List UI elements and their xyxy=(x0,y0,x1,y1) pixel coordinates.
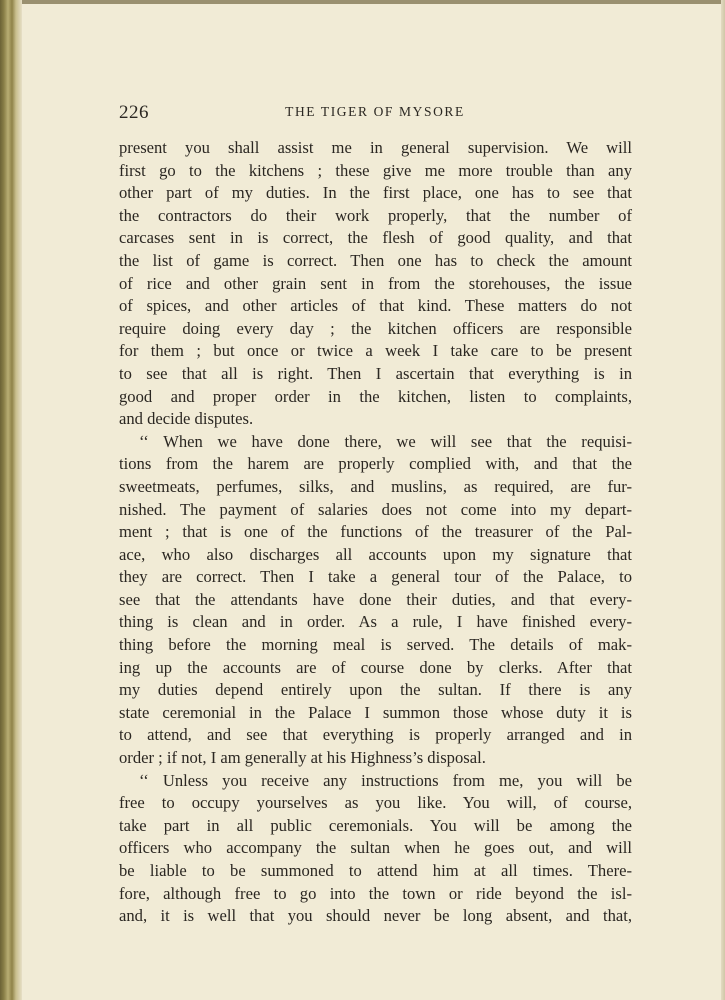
text-line: ‘‘ When we have done there, we will see that the requisi- xyxy=(139,431,632,451)
page-right-edge xyxy=(721,0,725,1000)
text-line: sweetmeats, perfumes, silks, and muslins, as required, are fur- xyxy=(119,476,632,496)
text-line: to attend, and see that everything is properly arranged and in xyxy=(119,725,632,745)
text-line: ace, who also discharges all accounts upon my signature that xyxy=(119,544,632,564)
text-line: nished. The payment of salaries does not come into my depart- xyxy=(119,499,632,519)
body-text xyxy=(119,137,632,928)
text-line: officers who accompany the sultan when he goes out, and will xyxy=(119,838,632,858)
text-line: order ; if not, I am generally at his Highness’s disposal. xyxy=(119,748,486,768)
text-line: carcases sent in is correct, the flesh of good quality, and that xyxy=(119,228,632,248)
text-line: my duties depend entirely upon the sultan. If there is any xyxy=(119,680,632,700)
text-line: they are correct. Then I take a general tour of the Palace, to xyxy=(119,567,632,587)
text-line: and, it is well that you should never be long absent, and that, xyxy=(119,906,632,926)
text-line: of rice and other grain sent in from the storehouses, the issue xyxy=(119,273,632,293)
text-line: the contractors do their work properly, that the number of xyxy=(119,205,632,225)
text-line: thing is clean and in order. As a rule, I have finished every- xyxy=(119,612,632,632)
book-page xyxy=(22,4,721,1000)
text-line: first go to the kitchens ; these give me more trouble than any xyxy=(119,160,632,180)
text-line: see that the attendants have done their duties, and that every- xyxy=(119,589,632,609)
text-line: be liable to be summoned to attend him at all times. There- xyxy=(119,861,632,880)
text-line: present you shall assist me in general supervision. We will xyxy=(119,138,632,157)
text-line: fore, although free to go into the town or ride beyond the isl- xyxy=(119,883,632,903)
text-line: take part in all public ceremonials. You will be among the xyxy=(119,815,632,835)
text-line: of spices, and other articles of that kind. These matters do not xyxy=(119,296,632,316)
running-head xyxy=(119,102,631,124)
text-line: the list of game is correct. Then one has to check the amount xyxy=(119,250,632,270)
text-line: state ceremonial in the Palace I summon those whose duty it is xyxy=(119,702,632,722)
text-line: ‘‘ Unless you receive any instructions from me, you will be xyxy=(139,770,632,790)
text-line: for them ; but once or twice a week I take care to be present xyxy=(119,341,632,361)
page-number: 226 xyxy=(119,102,149,123)
text-line: tions from the harem are properly complied with, and that the xyxy=(119,454,632,474)
text-line: to see that all is right. Then I ascertain that everything is in xyxy=(119,363,632,383)
text-line: ing up the accounts are of course done by clerks. After that xyxy=(119,657,632,677)
book-spine-edge xyxy=(0,0,22,1000)
text-line: and decide disputes. xyxy=(119,409,254,429)
text-line: require doing every day ; the kitchen officers are responsible xyxy=(119,318,632,338)
text-line: other part of my duties. In the first place, one has to see that xyxy=(119,183,632,203)
text-line: free to occupy yourselves as you like. You will, of course, xyxy=(119,793,632,813)
running-title: THE TIGER OF MYSORE xyxy=(285,104,465,119)
text-line: thing before the morning meal is served. The details of mak- xyxy=(119,635,632,655)
text-line: good and proper order in the kitchen, listen to complaints, xyxy=(119,386,632,406)
text-line: ment ; that is one of the functions of the treasurer of the Pal- xyxy=(119,522,632,542)
